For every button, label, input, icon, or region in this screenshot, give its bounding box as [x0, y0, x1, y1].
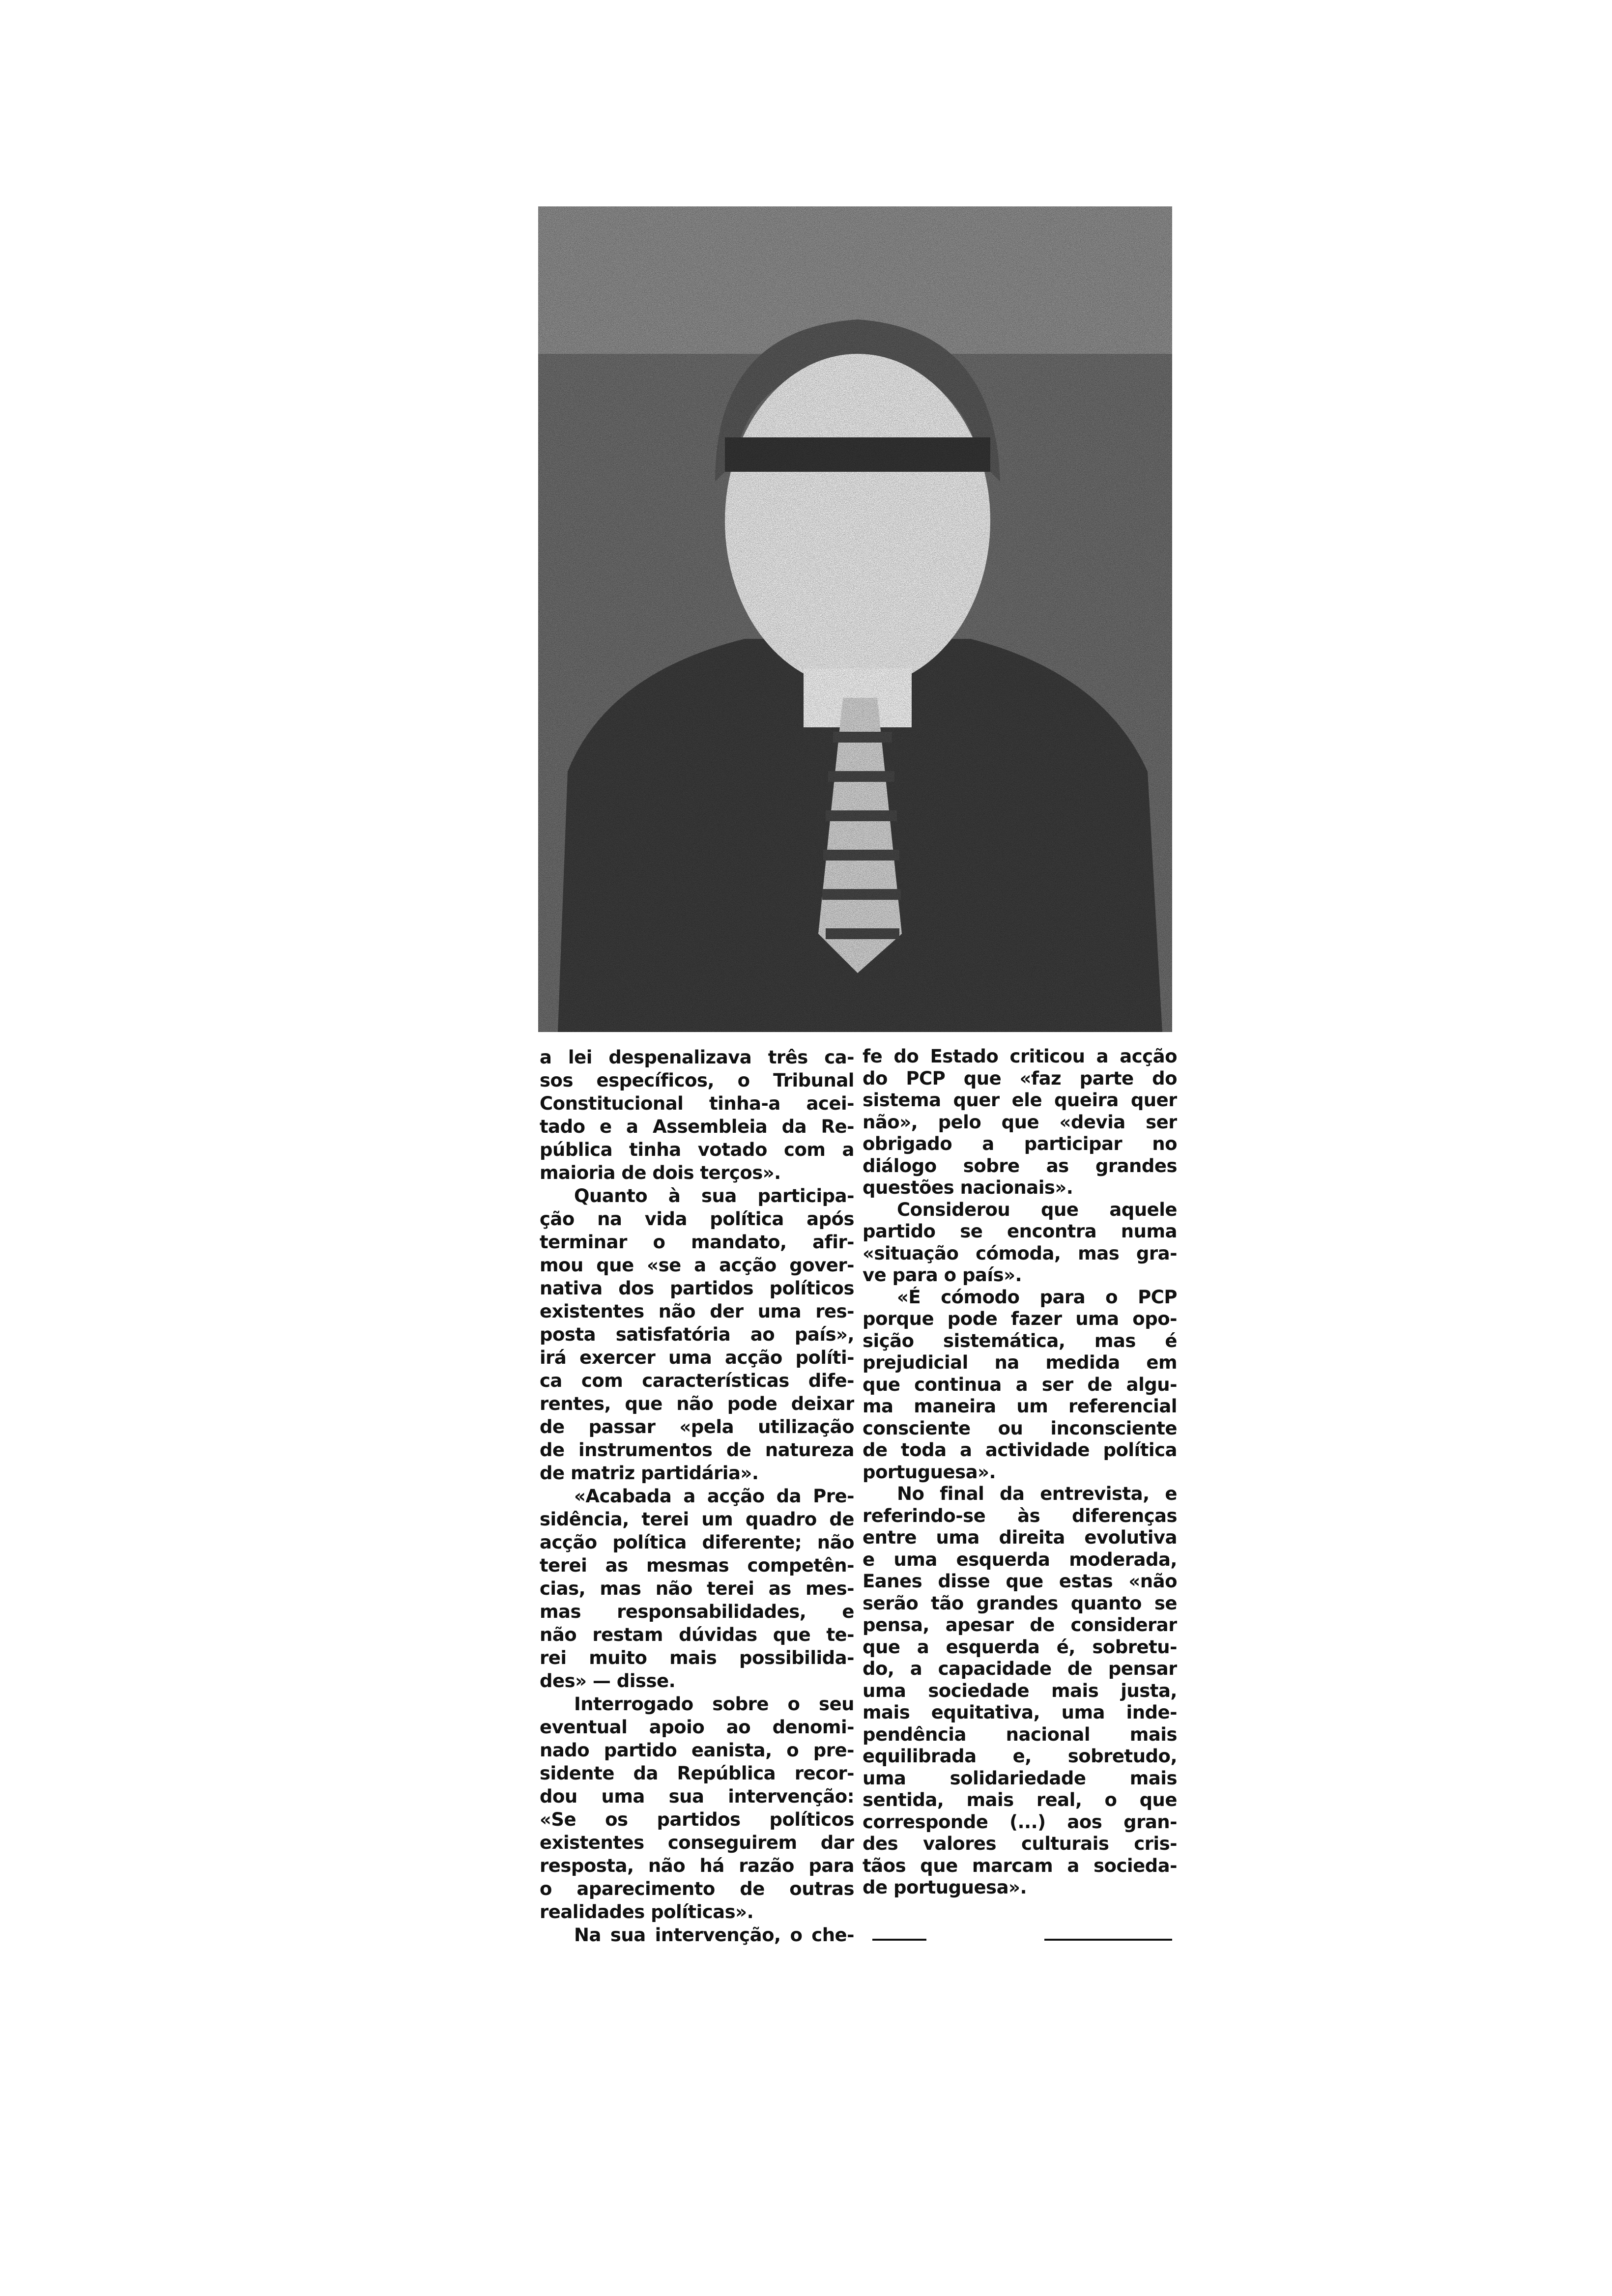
text-line: Quanto à sua participa-	[574, 1185, 854, 1206]
text-line: referindo-se às diferenças	[863, 1505, 1177, 1526]
text-line: partido se encontra numa	[863, 1221, 1177, 1242]
text-line: tãos que marcam a socieda-	[863, 1855, 1177, 1876]
text-line: nativa dos partidos políticos	[540, 1278, 854, 1299]
article-paragraph	[863, 1046, 1177, 1199]
text-line: não restam dúvidas que te-	[540, 1624, 854, 1645]
text-line: fe do Estado criticou a acção	[863, 1046, 1177, 1067]
text-line: não», pelo que «devia ser	[863, 1111, 1177, 1133]
text-line: nado partido eanista, o pre-	[540, 1740, 854, 1761]
text-line: de instrumentos de natureza	[540, 1439, 854, 1461]
text-line: e uma esquerda moderada,	[863, 1549, 1177, 1570]
article-paragraph	[863, 1199, 1177, 1287]
text-line: cias, mas não terei as mes-	[540, 1578, 854, 1599]
text-line: «É cómodo para o PCP	[897, 1286, 1177, 1308]
text-line: sos específicos, o Tribunal	[540, 1070, 854, 1091]
text-line: existentes conseguirem dar	[540, 1832, 854, 1853]
text-line: de passar «pela utilização	[540, 1416, 854, 1437]
text-line: entre uma direita evolutiva	[863, 1527, 1177, 1548]
text-line: equilibrada e, sobretudo,	[863, 1746, 1177, 1767]
text-line: obrigado a participar no	[863, 1133, 1177, 1154]
text-line: a lei despenalizava três ca-	[540, 1047, 854, 1068]
text-line: o aparecimento de outras	[540, 1878, 854, 1899]
article-paragraph	[863, 1287, 1177, 1484]
text-line: Na sua intervenção, o che-	[574, 1924, 854, 1946]
text-line: que a esquerda é, sobretu-	[863, 1636, 1177, 1658]
text-line: consciente ou inconsciente	[863, 1417, 1177, 1439]
text-line: No final da entrevista, e	[897, 1483, 1177, 1504]
text-line: ve para o país».	[863, 1264, 1022, 1286]
text-line: serão tão grandes quanto se	[863, 1592, 1177, 1614]
text-line: do PCP que «faz parte do	[863, 1067, 1177, 1089]
article-column-left	[540, 1046, 854, 1947]
text-line: des valores culturais cris-	[863, 1833, 1177, 1854]
text-line: porque pode fazer uma opo-	[863, 1308, 1177, 1329]
text-line: que continua a ser de algu-	[863, 1374, 1177, 1395]
text-line: tado e a Assembleia da Re-	[540, 1116, 854, 1137]
text-line: terei as mesmas competên-	[540, 1555, 854, 1576]
text-line: sistema quer ele queira quer	[863, 1090, 1177, 1111]
article-paragraph	[863, 1483, 1177, 1899]
text-line: Constitucional tinha-a acei-	[540, 1093, 854, 1114]
text-line: portuguesa».	[863, 1461, 996, 1483]
text-line: existentes não der uma res-	[540, 1301, 854, 1322]
text-line: ma maneira um referencial	[863, 1396, 1177, 1417]
text-line: «Acabada a acção da Pre-	[574, 1486, 854, 1507]
text-line: Eanes disse que estas «não	[863, 1571, 1177, 1592]
text-line: mas responsabilidades, e	[540, 1601, 854, 1622]
text-line: eventual apoio ao denomi-	[540, 1717, 854, 1738]
text-line: do, a capacidade de pensar	[863, 1658, 1177, 1679]
text-line: mais equitativa, uma inde-	[863, 1702, 1177, 1723]
text-line: rentes, que não pode deixar	[540, 1393, 854, 1414]
text-line: corresponde (...) aos gran-	[863, 1811, 1177, 1833]
text-line: rei muito mais possibilida-	[540, 1647, 854, 1668]
text-line: de matriz partidária».	[540, 1463, 759, 1484]
article-paragraph	[540, 1923, 854, 1947]
article-end-rule	[872, 1939, 1172, 1941]
text-line: «situação cómoda, mas gra-	[863, 1242, 1177, 1264]
text-line: sidência, terei um quadro de	[540, 1509, 854, 1530]
text-line: sidente da República recor-	[540, 1763, 854, 1784]
article-paragraph	[540, 1184, 854, 1485]
text-line: pública tinha votado com a	[540, 1139, 854, 1160]
article-column-right	[863, 1046, 1177, 1899]
text-line: resposta, não há razão para	[540, 1855, 854, 1876]
photo-grain	[538, 206, 1172, 1032]
text-line: uma solidariedade mais	[863, 1767, 1177, 1789]
text-line: sição sistemática, mas é	[863, 1330, 1177, 1351]
text-line: ca com características dife-	[540, 1370, 854, 1391]
text-line: ção na vida política após	[540, 1208, 854, 1230]
text-line: questões nacionais».	[863, 1177, 1073, 1198]
text-line: mou que «se a acção gover-	[540, 1255, 854, 1276]
article-paragraph	[540, 1485, 854, 1693]
text-line: irá exercer uma acção políti-	[540, 1347, 854, 1368]
text-line: Interrogado sobre o seu	[574, 1693, 854, 1715]
text-line: maioria de dois terços».	[540, 1162, 781, 1183]
text-line: realidades políticas».	[540, 1901, 754, 1923]
newspaper-photo-portrait	[538, 206, 1172, 1032]
text-line: posta satisfatória ao país»,	[540, 1324, 854, 1345]
text-line: de portuguesa».	[863, 1877, 1027, 1898]
text-line: dou uma sua intervenção:	[540, 1786, 854, 1807]
text-line: de toda a actividade política	[863, 1439, 1177, 1461]
text-line: «Se os partidos políticos	[540, 1809, 854, 1830]
text-line: diálogo sobre as grandes	[863, 1155, 1177, 1177]
text-line: Considerou que aquele	[897, 1199, 1177, 1220]
text-line: prejudicial na medida em	[863, 1352, 1177, 1373]
text-line: pendência nacional mais	[863, 1723, 1177, 1745]
text-line: terminar o mandato, afir-	[540, 1232, 854, 1253]
text-line: pensa, apesar de considerar	[863, 1614, 1177, 1636]
text-line: sentida, mais real, o que	[863, 1789, 1177, 1810]
article-paragraph	[540, 1046, 854, 1184]
text-line: des» — disse.	[540, 1670, 676, 1692]
article-paragraph	[540, 1693, 854, 1923]
text-line: uma sociedade mais justa,	[863, 1680, 1177, 1701]
text-line: acção política diferente; não	[540, 1532, 854, 1553]
